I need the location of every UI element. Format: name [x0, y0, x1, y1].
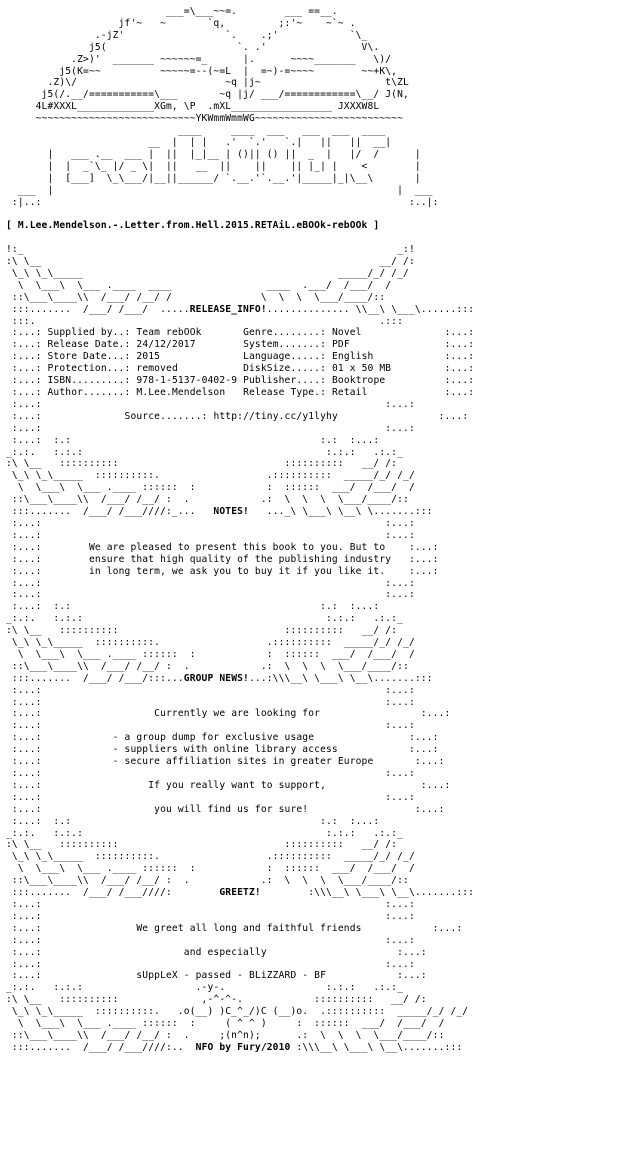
greetz-block: :...: :...: :...: :...: :...: We greet all long and faithful friends :...: :...: :...: :...: and especially :...: :...: :...: :...: sUppLeX - passed - BLiZZARD - BF :...: — [11, 898, 463, 982]
group-news-support: If you really want to support, — [148, 779, 327, 791]
supplied-by-value: Team rebOOk — [136, 327, 202, 339]
group-news-item-3: - secure affiliation sites in greater Europe — [112, 756, 374, 768]
reb00k-logo-art: ____ ____ ___ ___ ___ ____ __ | | | .' `.' `.| || || __| | ___ .__ ___ | || |_|__ | ()|| () || _ | |/ / | | | _`\_ |/ _ \| || __ || || || |_| | < | | [___] \_\___/|__||______/ `.__.'`.__.'|_____|_|\__\ | ___ | | ___ :|..: :..|: — [11, 125, 439, 208]
release-info-border-top: !:_ _:! :\ \__ __/ /: \_\ \_\_____ _____/_/ /_/ \ \___\ \___ .____ ____ ____ .___/ /___/ / ::\___\____\\ /___/ /__/ / \ \ \ \___/____/:: :::....... /___/ /___/ ..... — [6, 244, 415, 315]
nfo-text: ___=\___~~=. ___ ==__. jf'~ ~ `q, ;:'~ ~`~ . .-jZ' `. .;' `\_ j5( `. .' V\. .Z>)' _______ ~~~~~~=_ |. ~~~~_______ \)/ j5(K=~~ ~~~~~=--(~=L | =~)-=~~~~ ~~+K\, .Z)\/ ~q |j~ t\ZL j5(/.__/===========\___ ~q |j/ ___/============\__/ J(N, 4L#XXXL_____________XGm, \P .mXL_________________ JXXXW8L ~~~~~~~~~~~~~~~~~~~~~~~~~~~YKWmmWmmWG~~~~~~~~~~~~~~~~~~~~~~~~~ ____ ____ ___ ___ ___ ____ __ | | | .' `.' `.| || || __| | ___ .__ ___ | || |_|__ | ()|| () || _ | |/ / | | | _`\_ |/ _ \| || __ || || || |_| | < | | [___] \_\___/|__||______/ `.__.'`.__.'|_____|_|\__\ | ___ | | ___ :|..: :..|: [ M.Lee.Mendelson.-.Letter.from.Hell.2015.RETAiL.eBOOk-rebOOk ] !:_ _:! :\ \__ __/ /: \_\ \_\_____ _____/_/ /_/ \ \___\ \___ .____ ____ ____ .___/ /___/ / ::\___\____\\ /___/ /__/ / \ \ \ \___/____/:: :::....... /___/ /___/ .....RELEASE_INFO!.............. \\__\ \___\......::: :::. .::: :...: Supplied by..: Team rebOOk Genre........: Novel :...: :...: Release Date.: 24/12/2017 System.......: PDF :...: :...: Store Date...: 2015 Language.....: English :...: :...: Protection...: removed DiskSize.....: 01 x 50 MB :...: :...: ISBN.........: 978-1-5137-0402-9 Publisher....: Booktrope :...: :...: Author.......: M.Lee.Mendelson Release Type.: Retail :...: :...: :...: :...: Source.......: http://tiny.cc/y1lyhy :...: :...: :...: :...: :.: :.: :...: _:.:. :.:.: :.:.: .:.:_ :\ \__ :::::::::: :::::::::: __/ /: \_\ \_\_____ ::::::::::. .:::::::::: _____/_/ /_/ \ \___\ \___ .____ :::::: : : :::::: ___/ /___/ / ::\___\____\\ /___/ /__/ : . .: \ \ \ \___/____/:: :::....... /___/ /___////:_... NOTES! ..._\ \___\ \__\ \.......::: :...: :...: :...: :...: :...: We are pleased to present this book to you. But to :...: :...: ensure that high quality of the publishing industry :...: :...: in long term, we ask you to buy it if you like it. :...: :...: :...: :...: :...: :...: :.: :.: :...: _:.:. :.:.: :.:.: .:.:_ :\ \__ :::::::::: :::::::::: __/ /: \_\ \_\_____ ::::::::::. .:::::::::: _____/_/ /_/ \ \___\ \___ .____ :::::: : : :::::: ___/ /___/ / ::\___\____\\ /___/ /__/ : . .: \ \ \ \___/____/:: :::....... /___/ /___/:::...GROUP NEWS!...:\\\__\ \___\ \__\.......::: :...: :...: :...: :...: :...: Currently we are looking for :...: :...: :...: :...: - a group dump for exclusive usage :...: :...: - suppliers with online library access :...: :...: - secure affiliation sites in greater Europe :...: :...: :...: :...: If you really want to support, :...: :...: :...: :...: you will find us for sure! :...: :...: :.: :.: :...: _:.:. :.:.: :.:.: .:.:_ :\ \__ :::::::::: :::::::::: __/ /: \_\ \_\_____ ::::::::::. .:::::::::: _____/_/ /_/ \ \___\ \___ .____ :::::: : : :::::: ___/ /___/ / ::\___\____\\ /___/ /__/ : . .: \ \ \ \___/____/:: :::....... /___/ /___////: GREETZ! :\\\__\ \___\ \__\.......::: :...: :...: :...: :...: :...: We greet all long and faithful friends :...: :...: :...: :...: and especially :...: :...: :...: :...: sUppLeX - passed - BLiZZARD - BF :...: _:.:. :.:.: .-y-. :.:.: .:.:_ :\ \__ :::::::::: ,-^-^-. :::::::::: __/ /: \_\ \_\_____ ::::::::::. .o(__) )C_^_/)C (__)o. .:::::::::: _____/_/ /_/ \ \___\ \___ .____ :::::: : ( ^ ^ ) : :::::: ___/ /___/ / ::\___\____\\ /___/ /__/ : . ;(n^n); .: \ \ \ \___/____/:: :::....... /___/ /___////:.. NFO by Fury/2010 :\\\__\ \___\ \__\.......::: — [6, 6, 475, 1053]
group-news-heading: GROUP NEWS! — [183, 672, 249, 684]
group-news-item-2: - suppliers with online library access — [112, 744, 338, 756]
notes-heading: NOTES! — [213, 506, 249, 518]
greetz-line-1: We greet all long and faithful friends — [136, 922, 362, 934]
greetz-heading: GREETZ! — [219, 887, 261, 899]
group-news-find-us: you will find us for sure! — [154, 803, 309, 815]
release-date-value: 24/12/2017 — [136, 339, 196, 351]
release-title: [ M.Lee.Mendelson.-.Letter.from.Hell.2015.RETAiL.eBOOk-rebOOk ] — [6, 220, 380, 232]
isbn-value: 978-1-5137-0402-9 — [136, 375, 238, 387]
protection-value: removed — [136, 363, 178, 375]
group-news-item-1: - a group dump for exclusive usage — [112, 732, 315, 744]
group-news-intro: Currently we are looking for — [154, 708, 321, 720]
notes-line-2: ensure that high quality of the publishing industry — [88, 553, 392, 565]
greetz-line-3: sUppLeX - passed - BLiZZARD - BF — [136, 970, 327, 982]
publisher-value: Booktrope — [331, 375, 386, 387]
system-value: PDF — [331, 339, 350, 351]
release-info-block: :::. .::: :...: Supplied by..: Team rebOOk Genre........: Novel :...: :...: Release Date.: 24/12/2017 System.......: PDF :...: :...: Store Date...: 2015 Language.....: English :...: :...: Protection...: removed DiskSize.....: 01 x 50 MB :...: :...: ISBN.........: 978-1-5137-0402-9 Publisher....: Booktrope :...: :...: Author.......: M.Lee.Mendelson Release Type.: Retail :...: :...: :...: :...: Source.......: http://tiny.cc/y1lyhy :...: :...: :...: — [11, 315, 475, 434]
release-info-heading: RELEASE_INFO! — [189, 303, 267, 315]
store-date-value: 2015 — [136, 351, 161, 363]
greetz-border: :...: :.: :.: :...: _:.:. :.:.: :.:.: .:.:_ :\ \__ :::::::::: :::::::::: __/ /: \_\ \_\_____ ::::::::::. .:::::::::: _____/_/ /_/ \ \___\ \___ .____ :::::: : : :::::: ___/ /___/ / ::\___\____\\ /___/ /__/ : . .: \ \ \ \___/____/:: :::....... /___/ /___////: — [6, 815, 415, 899]
language-value: English — [331, 351, 374, 363]
disksize-value: 01 x 50 MB — [331, 363, 392, 375]
genre-value: Novel — [331, 327, 362, 339]
notes-line-3: in long term, we ask you to buy it if you like it. — [88, 565, 386, 577]
notes-line-1: We are pleased to present this book to you. But to — [88, 541, 386, 553]
footer-art: _:.:. :.:.: .-y-. :.:.: .:.:_ :\ \__ :::::::::: ,-^-^-. :::::::::: __/ /: \_\ \_\_____ ::::::::::. .o(__) )C_^_/)C (__)o. .:::::::::: _____/_/ /_/ \ \___\ \___ .____ :::::: : ( ^ ^ ) : :::::: ___/ /___/ / ::\___\____\\ /___/ /__/ : . ;(n^n); .: \ \ \ \___/____/:: :::....... /___/ /___////:.. — [6, 982, 469, 1053]
group-news-border: :...: :.: :.: :...: _:.:. :.:.: :.:.: .:.:_ :\ \__ :::::::::: :::::::::: __/ /: \_\ \_\_____ ::::::::::. .:::::::::: _____/_/ /_/ \ \___\ \___ .____ :::::: : : :::::: ___/ /___/ / ::\___\____\\ /___/ /__/ : . .: \ \ \ \___/____/:: :::....... /___/ /___/:::... — [6, 601, 415, 684]
group-news-block: :...: :...: :...: :...: :...: Currently we are looking for :...: :...: :...: :...: - a group dump for exclusive usage :...: :...: - suppliers with online library access :...: :...: - secure affiliation sites in greater Europe :...: :...: :...: :...: If you really want to support, :...: :...: :...: :...: you will find us for sure! :...: — [11, 684, 451, 815]
book-logo-art: ___=\___~~=. ___ ==__. jf'~ ~ `q, ;:'~ ~`~ . .-jZ' `. .;' `\_ j5( `. .' V\. .Z>)' _______ ~~~~~~=_ |. ~~~~_______ \)/ j5(K=~~ ~~~~~=--(~=L | =~)-=~~~~ ~~+K\, .Z)\/ ~q |j~ t\ZL j5(/.__/===========\___ ~q |j/ ___/============\__/ J(N, 4L#XXXL_____________XGm, \P .mXL_________________ JXXXW8L ~~~~~~~~~~~~~~~~~~~~~~~~~~~YKWmmWmmWG~~~~~~~~~~~~~~~~~~~~~~~~~ — [35, 6, 409, 125]
release-type-value: Retail — [331, 387, 368, 398]
greetz-line-2: and especially — [183, 946, 267, 958]
footer-credit: NFO by Fury/2010 — [195, 1041, 291, 1053]
notes-border: :...: :.: :.: :...: _:.:. :.:.: :.:.: .:.:_ :\ \__ :::::::::: :::::::::: __/ /: \_\ \_\_____ ::::::::::. .:::::::::: _____/_/ /_/ \ \___\ \___ .____ :::::: : : :::::: ___/ /___/ / ::\___\____\\ /___/ /__/ : . .: \ \ \ \___/____/:: :::....... /___/ /___////:_... — [6, 434, 415, 518]
author-value: M.Lee.Mendelson — [136, 387, 226, 398]
notes-block: :...: :...: :...: :...: :...: We are pleased to present this book to you. But to :...: :...: ensure that high quality of the publishing industry :...: :...: in long term, we ask you to buy it if you like it. :...: :...: :...: :...: :...: — [11, 517, 439, 601]
source-link[interactable]: http://tiny.cc/y1lyhy — [213, 410, 338, 422]
